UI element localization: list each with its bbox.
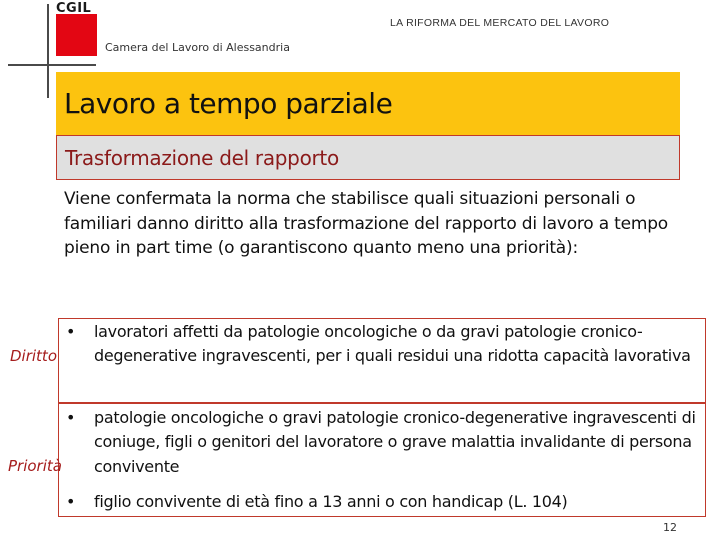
page-number: 12 xyxy=(663,521,677,534)
subtitle-bar xyxy=(56,135,680,180)
bullet-item: lavoratori affetti da patologie oncologiche o da gravi patologie cronico-degenerative ingravescenti, per i quali residui una ridotta capacità lavorativa xyxy=(94,322,691,366)
intro-paragraph: Viene confermata la norma che stabilisce quali situazioni personali o familiari danno diritto alla trasformazione del rapporto di lavoro a tempo pieno in part time (o garantiscono quanto meno una priorità): xyxy=(64,189,669,258)
logo-horizontal-line xyxy=(8,64,96,66)
bullet-marker: • xyxy=(66,322,76,341)
slide-subtitle: Trasformazione del rapporto xyxy=(65,146,339,170)
logo-vertical-line xyxy=(47,4,49,98)
bullet-marker: • xyxy=(66,408,76,427)
organization-name: Camera del Lavoro di Alessandria xyxy=(105,41,290,54)
bullet-item: figlio convivente di età fino a 13 anni o con handicap (L. 104) xyxy=(94,492,568,511)
cgil-logo-block xyxy=(56,14,97,56)
section-title: LA RIFORMA DEL MERCATO DEL LAVORO xyxy=(390,17,610,29)
cgil-logo-text: CGIL xyxy=(56,1,92,16)
diritto-label: Diritto xyxy=(10,347,57,365)
slide-title: Lavoro a tempo parziale xyxy=(64,87,393,120)
title-bar xyxy=(56,72,680,135)
bullet-marker: • xyxy=(66,492,76,511)
priorita-label: Priorità xyxy=(8,457,62,475)
bullet-item: patologie oncologiche o gravi patologie cronico-degenerative ingravescenti di coniuge, figli o genitori del lavoratore o grave malattia invalidante di persona convivente xyxy=(94,408,696,476)
